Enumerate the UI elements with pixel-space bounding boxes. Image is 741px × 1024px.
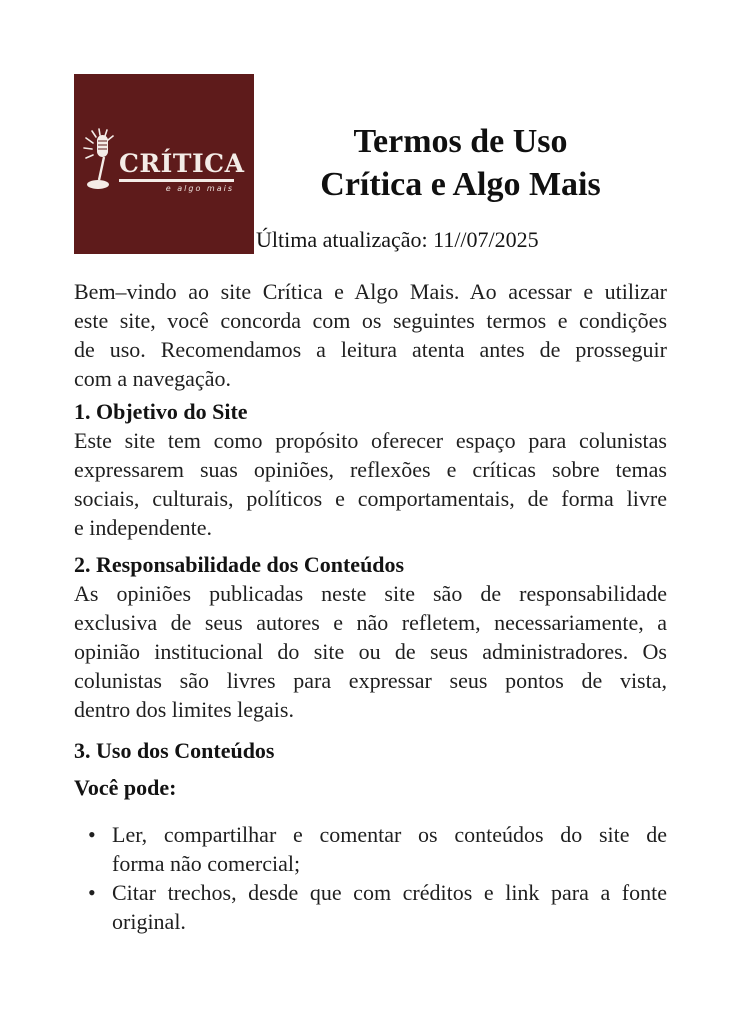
paragraph-line: sociais, culturais, políticos e comportamentais, de forma livre (74, 486, 667, 511)
section-heading-objetivo: 1. Objetivo do Site (74, 399, 248, 424)
paragraph-line: este site, você concorda com os seguintes termos e condições (74, 308, 667, 333)
list-item-line: forma não comercial; (112, 851, 301, 876)
paragraph-line: Bem–vindo ao site Crítica e Algo Mais. Ao acessar e utilizar (74, 279, 667, 304)
title-line-2: Crítica e Algo Mais (320, 166, 601, 203)
logo-brand-text: CRÍTICA (119, 149, 245, 178)
page-header (74, 74, 667, 254)
paragraph-line: opinião institucional do site ou de seus administradores. Os (74, 639, 667, 664)
list-item (74, 820, 667, 878)
section-heading-uso: 3. Uso dos Conteúdos (74, 738, 275, 763)
title-line-1: Termos de Uso (353, 123, 568, 160)
paragraph-line: com a navegação. (74, 366, 231, 391)
list-item-line: original. (112, 909, 186, 934)
permissions-list (74, 820, 667, 936)
list-item-line: • Citar trechos, desde que com créditos e link para a fonte (112, 880, 667, 905)
list-item (74, 878, 667, 936)
subheading-voce-pode: Você pode: (74, 775, 177, 800)
logo-underline (119, 179, 234, 182)
header-title-area (254, 74, 667, 254)
page-title (254, 74, 667, 206)
section-responsabilidade-paragraph (74, 579, 667, 724)
paragraph-line: As opiniões publicadas neste site são de responsabilidade (74, 581, 667, 606)
paragraph-line: expressarem suas opiniões, reflexões e críticas sobre temas (74, 457, 667, 482)
paragraph-line: e independente. (74, 515, 213, 540)
microphone-icon (83, 128, 119, 192)
last-update-text: Última atualização: 11//07/2025 (256, 227, 539, 252)
paragraph-line: dentro dos limites legais. (74, 697, 294, 722)
logo-tagline: e algo mais (165, 184, 234, 193)
site-logo (74, 74, 254, 254)
paragraph-line: exclusiva de seus autores e não refletem, necessariamente, a (74, 610, 667, 635)
intro-paragraph (74, 277, 667, 393)
section-heading-responsabilidade: 2. Responsabilidade dos Conteúdos (74, 552, 405, 577)
list-item-line: • Ler, compartilhar e comentar os conteúdos do site de (112, 822, 667, 847)
paragraph-line: Este site tem como propósito oferecer espaço para colunistas (74, 428, 667, 453)
terms-content (74, 277, 667, 936)
paragraph-line: colunistas são livres para expressar seus pontos de vista, (74, 668, 667, 693)
section-objetivo-paragraph (74, 426, 667, 542)
paragraph-line: de uso. Recomendamos a leitura atenta antes de prosseguir (74, 337, 667, 362)
